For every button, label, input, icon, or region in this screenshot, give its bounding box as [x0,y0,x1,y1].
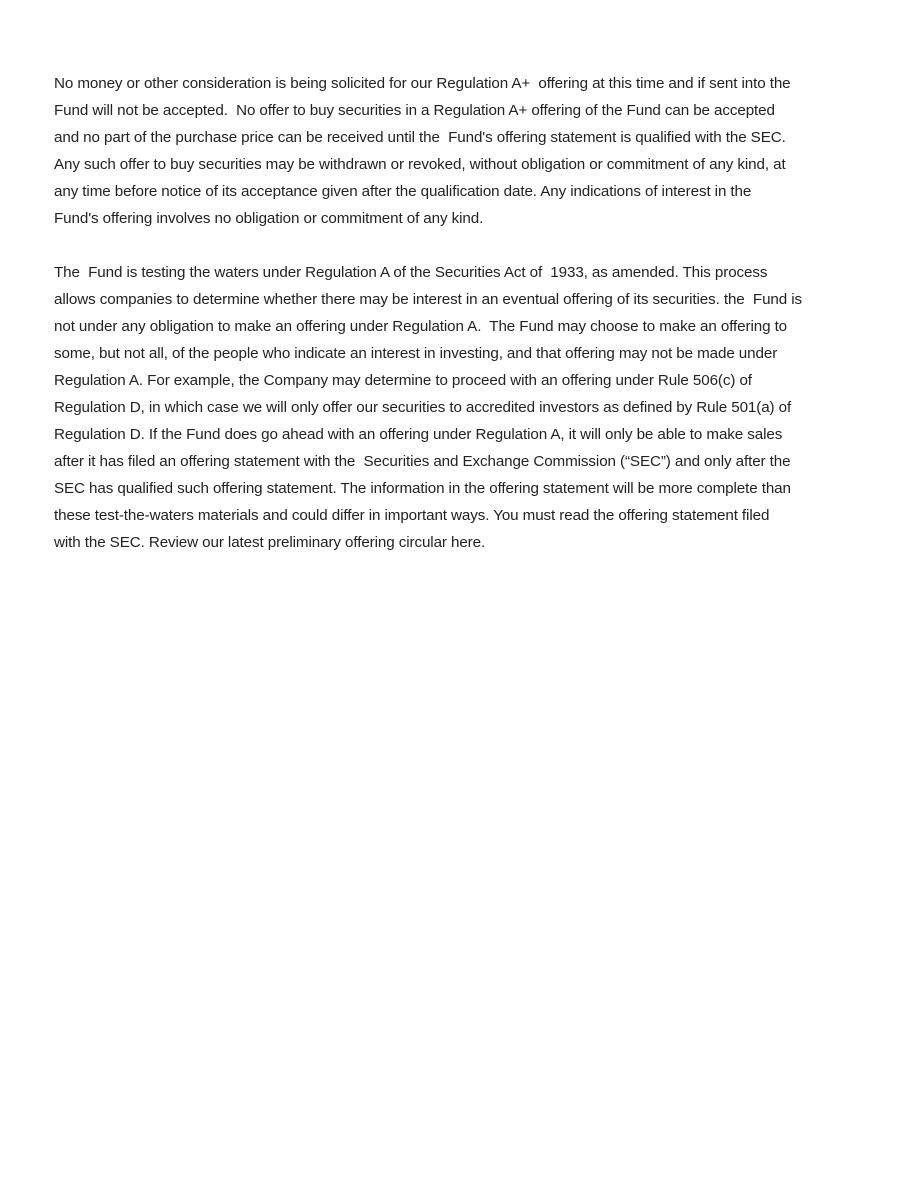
document-page [54,70,869,556]
text-line: SEC has qualified such offering statement. The information in the offering statement will be more complete than [54,480,791,497]
text-line: Fund's offering involves no obligation or commitment of any kind. [54,210,484,227]
text-line: Regulation A. For example, the Company may determine to proceed with an offering under Rule 506(c) of [54,372,752,389]
text-line: Fund will not be accepted. No offer to buy securities in a Regulation A+ offering of the Fund can be accepted [54,102,775,119]
text-line: allows companies to determine whether there may be interest in an eventual offering of its securities. the Fund is [54,291,802,308]
disclaimer-paragraph-solicitation [54,70,869,232]
text-line: No money or other consideration is being solicited for our Regulation A+ offering at this time and if sent into the [54,75,791,92]
text-line: some, but not all, of the people who indicate an interest in investing, and that offering may not be made under [54,345,778,362]
text-line: these test-the-waters materials and could differ in important ways. You must read the offering statement filed [54,507,770,524]
text-line: Regulation D. If the Fund does go ahead with an offering under Regulation A, it will only be able to make sales [54,426,783,443]
disclaimer-paragraph-testing-the-waters [54,259,869,556]
text-line: any time before notice of its acceptance given after the qualification date. Any indications of interest in the [54,183,752,200]
text-line: Any such offer to buy securities may be withdrawn or revoked, without obligation or commitment of any kind, at [54,156,786,173]
text-line: and no part of the purchase price can be received until the Fund's offering statement is qualified with the SEC. [54,129,786,146]
text-line: with the SEC. Review our latest preliminary offering circular here. [54,534,486,551]
text-line: The Fund is testing the waters under Regulation A of the Securities Act of 1933, as amended. This process [54,264,768,281]
text-line: Regulation D, in which case we will only offer our securities to accredited investors as defined by Rule 501(a) of [54,399,792,416]
text-line: not under any obligation to make an offering under Regulation A. The Fund may choose to make an offering to [54,318,788,335]
text-line: after it has filed an offering statement with the Securities and Exchange Commission (“SEC”) and only after the [54,453,791,470]
